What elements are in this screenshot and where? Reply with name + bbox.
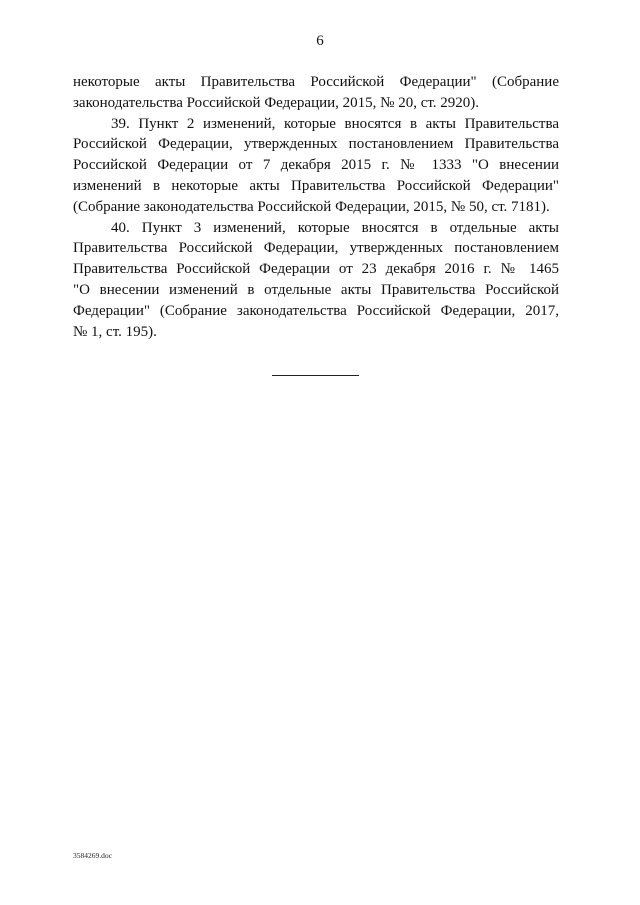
text-line: (Собрание законодательства Российской Федерации, 2015, № 50, ст. 7181). xyxy=(73,198,550,215)
text-line: 40. Пункт 3 изменений, которые вносятся в отдельные акты xyxy=(111,219,559,236)
text-line: Федерации" (Собрание законодательства Российской Федерации, 2017, xyxy=(73,302,559,319)
text-line: некоторые акты Правительства Российской Федерации" (Собрание xyxy=(73,74,559,90)
text-line: изменений в некоторые акты Правительства Российской Федерации" xyxy=(73,177,559,194)
paragraph-item-39 xyxy=(73,114,559,218)
paragraph-continuation xyxy=(73,72,559,114)
text-line: Российской Федерации от 7 декабря 2015 г. № 1333 "О внесении xyxy=(73,157,559,174)
paragraph-item-40 xyxy=(73,218,559,343)
text-line: № 1, ст. 195). xyxy=(73,323,157,340)
page-number: 6 xyxy=(316,33,324,49)
text-line: Правительства Российской Федерации от 23 декабря 2016 г. № 1465 xyxy=(73,261,559,278)
text-line: 39. Пункт 2 изменений, которые вносятся в акты Правительства xyxy=(111,115,559,132)
end-divider xyxy=(272,375,359,376)
text-line: Российской Федерации, утвержденных постановлением Правительства xyxy=(73,136,559,153)
document-body xyxy=(73,72,559,342)
text-line: законодательства Российской Федерации, 2015, № 20, ст. 2920). xyxy=(73,94,480,111)
document-id-footer: 3584269.doc xyxy=(73,851,112,860)
text-line: Правительства Российской Федерации, утвержденных постановлением xyxy=(73,240,559,257)
text-line: "О внесении изменений в отдельные акты Правительства Российской xyxy=(73,281,559,298)
